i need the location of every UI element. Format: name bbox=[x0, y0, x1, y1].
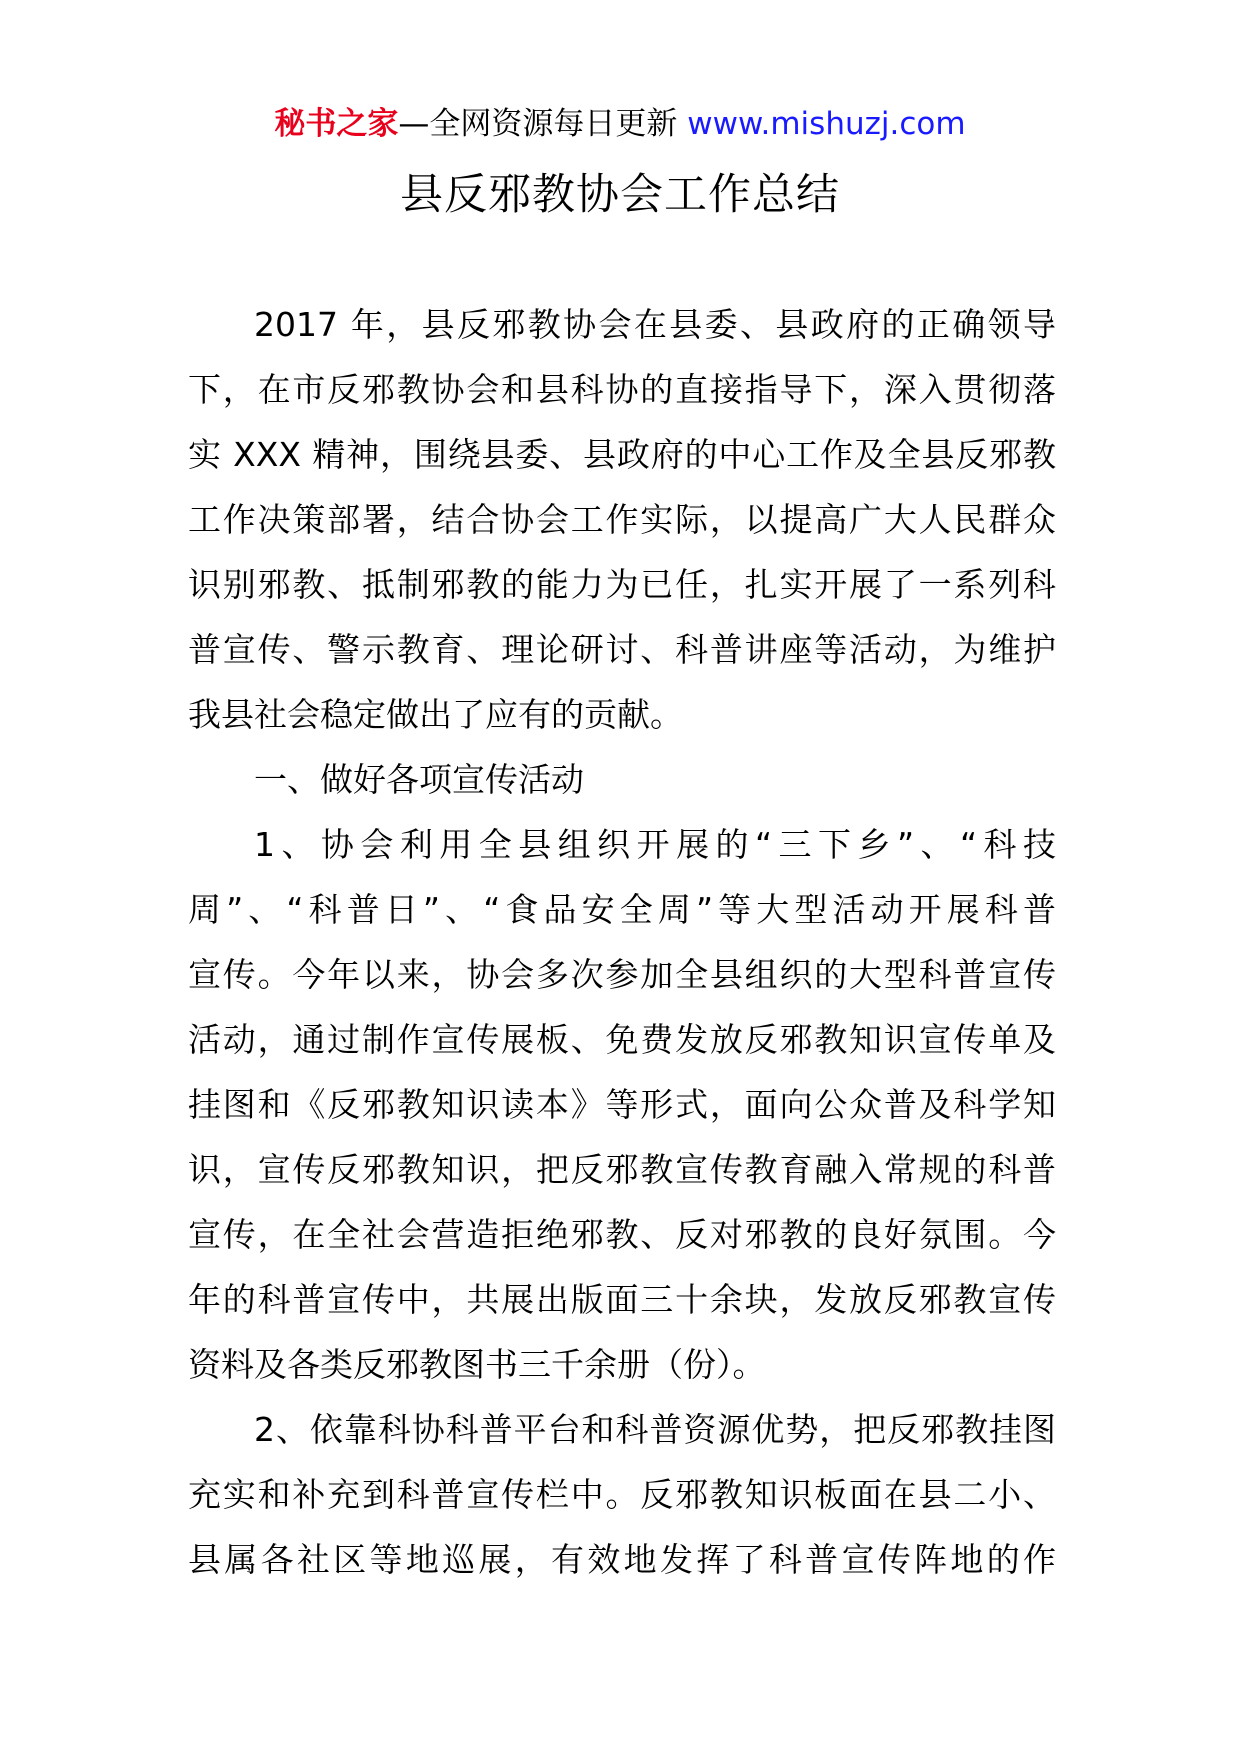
text-line: 充实和补充到科普宣传栏中。反邪教知识板面在县二小、 bbox=[188, 1475, 1056, 1514]
text-line: 宣传，在全社会营造拒绝邪教、反对邪教的良好氛围。今 bbox=[188, 1215, 1056, 1254]
text-line: 下，在市反邪教协会和县科协的直接指导下，深入贯彻落 bbox=[188, 370, 1056, 409]
site-tagline: —全网资源每日更新 bbox=[398, 106, 688, 142]
text-line: 县属各社区等地巡展，有效地发挥了科普宣传阵地的作 bbox=[188, 1540, 1056, 1579]
text-line: 宣传。今年以来，协会多次参加全县组织的大型科普宣传 bbox=[188, 955, 1056, 994]
text-line: 周”、“科普日”、“食品安全周”等大型活动开展科普 bbox=[188, 890, 1056, 929]
site-header bbox=[0, 104, 1240, 144]
text-line: 年的科普宣传中，共展出版面三十余块，发放反邪教宣传 bbox=[188, 1280, 1056, 1319]
text-line: 挂图和《反邪教知识读本》等形式，面向公众普及科学知 bbox=[188, 1085, 1056, 1124]
text-line: 我县社会稳定做出了应有的贡献。 bbox=[188, 695, 683, 734]
document-body bbox=[188, 292, 1056, 1592]
section-heading bbox=[188, 747, 1056, 812]
text-line: 实 XXX 精神，围绕县委、县政府的中心工作及全县反邪教 bbox=[188, 435, 1056, 474]
text-line: 活动，通过制作宣传展板、免费发放反邪教知识宣传单及 bbox=[188, 1020, 1056, 1059]
text-line: 一、做好各项宣传活动 bbox=[254, 760, 584, 799]
paragraph-item-2 bbox=[188, 1397, 1056, 1592]
text-line: 识别邪教、抵制邪教的能力为已任，扎实开展了一系列科 bbox=[188, 565, 1056, 604]
paragraph-intro bbox=[188, 292, 1056, 747]
document-title: 县反邪教协会工作总结 bbox=[400, 170, 840, 220]
text-line: 资料及各类反邪教图书三千余册（份）。 bbox=[188, 1345, 766, 1384]
paragraph-item-1 bbox=[188, 812, 1056, 1397]
site-brand: 秘书之家 bbox=[274, 106, 399, 142]
text-line: 识，宣传反邪教知识，把反邪教宣传教育融入常规的科普 bbox=[188, 1150, 1056, 1189]
text-line: 2017 年，县反邪教协会在县委、县政府的正确领导 bbox=[254, 305, 1056, 344]
site-url-link[interactable]: www.mishuzj.com bbox=[687, 106, 966, 142]
text-line: 1、协会利用全县组织开展的“三下乡”、“科技 bbox=[254, 825, 1056, 864]
text-line: 工作决策部署，结合协会工作实际，以提高广大人民群众 bbox=[188, 500, 1056, 539]
text-line: 2、依靠科协科普平台和科普资源优势，把反邪教挂图 bbox=[254, 1410, 1056, 1449]
text-line: 普宣传、警示教育、理论研讨、科普讲座等活动，为维护 bbox=[188, 630, 1056, 669]
